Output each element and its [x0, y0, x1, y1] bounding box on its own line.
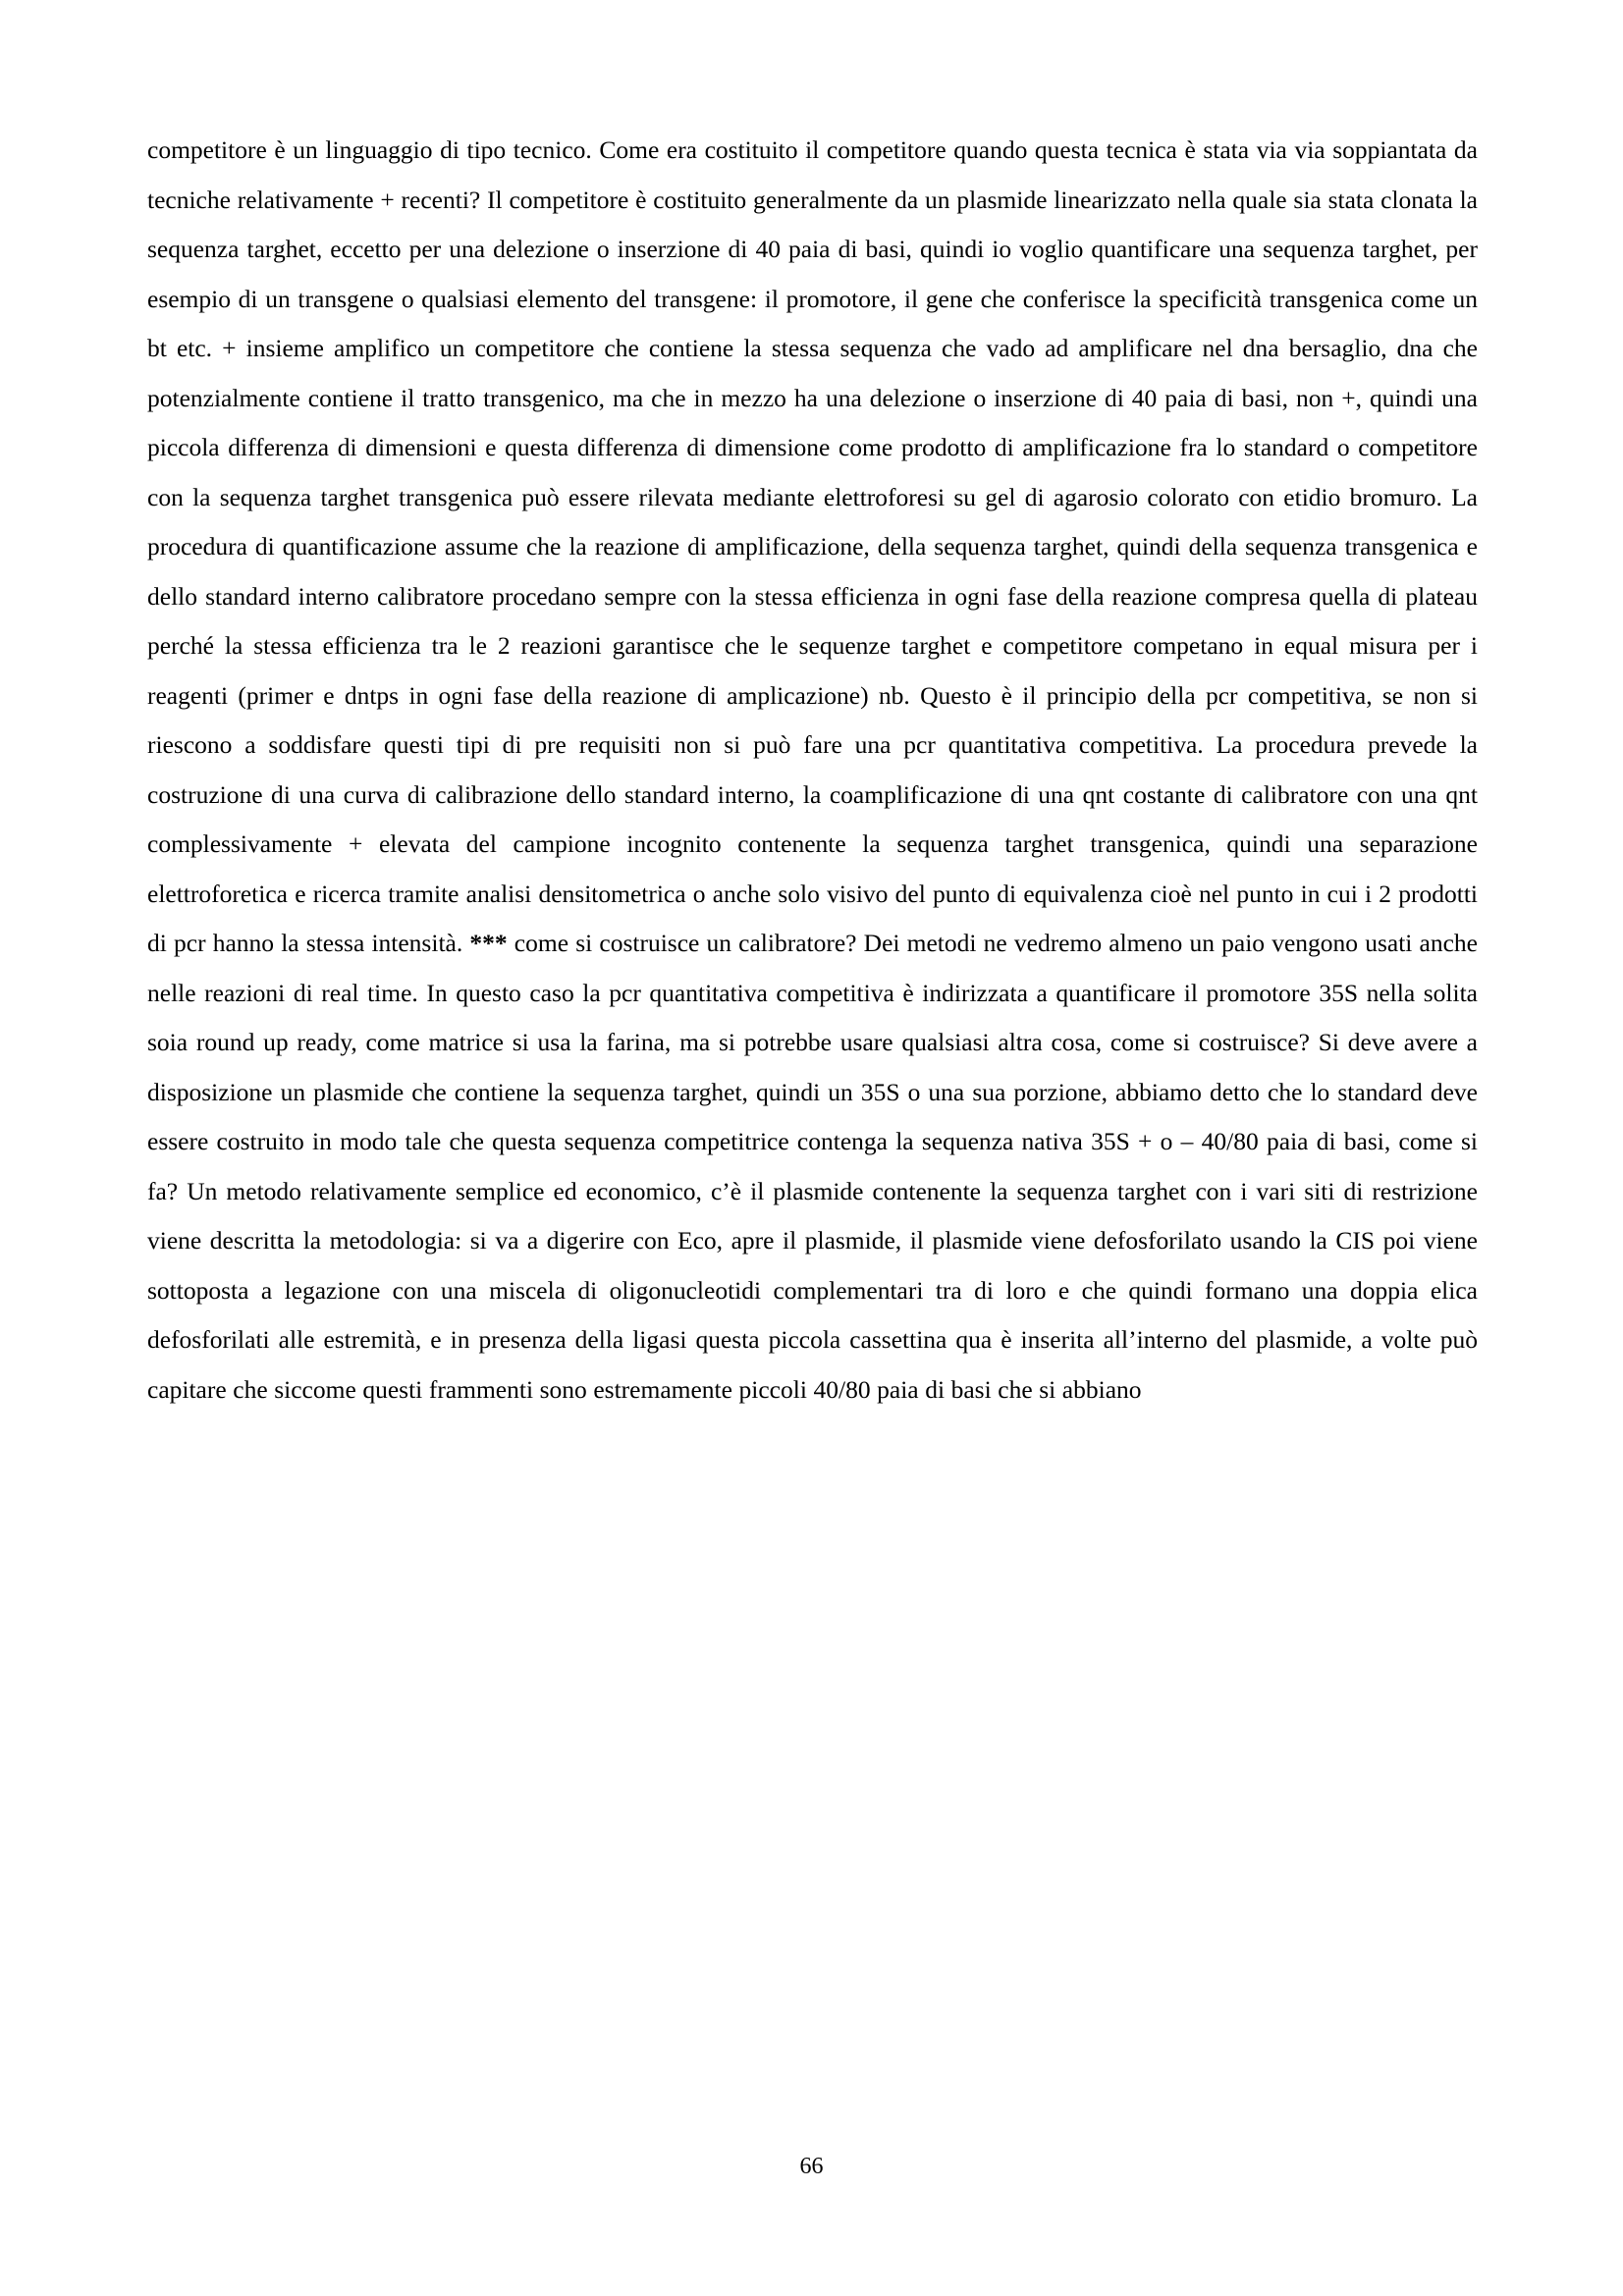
emphasis-marker: *** [469, 929, 508, 957]
body-text-block [147, 126, 1478, 1415]
paragraph-part-1: competitore è un linguaggio di tipo tecnico. Come era costituito il competitore quando questa tecnica è stata via via soppiantata da tecniche relativamente + recenti? Il competitore è costituito generalmente da un plasmide linearizzato nella quale sia stata clonata la sequenza targhet, eccetto per una delezione o inserzione di 40 paia di basi, quindi io voglio quantificare una sequenza targhet, per esempio di un transgene o qualsiasi elemento del transgene: il promotore, il gene che conferisce la specificità transgenica come un bt etc. + insieme amplifico un competitore che contiene la stessa sequenza che vado ad amplificare nel dna bersaglio, dna che potenzialmente contiene il tratto transgenico, ma che in mezzo ha una delezione o inserzione di 40 paia di basi, non +, quindi una piccola differenza di dimensioni e questa differenza di dimensione come prodotto di amplificazione fra lo standard o competitore con la sequenza targhet transgenica può essere rilevata mediante elettroforesi su gel di agarosio colorato con etidio bromuro. La procedura di quantificazione assume che la reazione di amplificazione, della sequenza targhet, quindi della sequenza transgenica e dello standard interno calibratore procedano sempre con la stessa efficienza in ogni fase della reazione compresa quella di plateau perché la stessa efficienza tra le 2 reazioni garantisce che le sequenze targhet e competitore competano in equal misura per i reagenti (primer e dntps in ogni fase della reazione di amplicazione) nb. Questo è il principio della pcr competitiva, se non si riescono a soddisfare questi tipi di pre requisiti non si può fare una pcr quantitativa competitiva. La procedura prevede la costruzione di una curva di calibrazione dello standard interno, la coamplificazione di una qnt costante di calibratore con una qnt complessivamente + elevata del campione incognito contenente la sequenza targhet transgenica, quindi una separazione elettroforetica e ricerca tramite analisi densitometrica o anche solo visivo del punto di equivalenza cioè nel punto in cui i 2 prodotti di pcr hanno la stessa intensità. [147, 135, 1478, 957]
paragraph [147, 126, 1478, 1415]
page-number: 66 [799, 2154, 824, 2179]
paragraph-part-2: come si costruisce un calibratore? Dei metodi ne vedremo almeno un paio vengono usati anche nelle reazioni di real time. In questo caso la pcr quantitativa competitiva è indirizzata a quantificare il promotore 35S nella solita soia round up ready, come matrice si usa la farina, ma si potrebbe usare qualsiasi altra cosa, come si costruisce? Si deve avere a disposizione un plasmide che contiene la sequenza targhet, quindi un 35S o una sua porzione, abbiamo detto che lo standard deve essere costruito in modo tale che questa sequenza competitrice contenga la sequenza nativa 35S + o – 40/80 paia di basi, come si fa? Un metodo relativamente semplice ed economico, c’è il plasmide contenente la sequenza targhet con i vari siti di restrizione viene descritta la metodologia: si va a digerire con Eco, apre il plasmide, il plasmide viene defosforilato usando la CIS poi viene sottoposta a legazione con una miscela di oligonucleotidi complementari tra di loro e che quindi formano una doppia elica defosforilati alle estremità, e in presenza della ligasi questa piccola cassettina qua è inserita all’interno del plasmide, a volte può capitare che siccome questi frammenti sono estremamente piccoli 40/80 paia di basi che si abbiano [147, 929, 1478, 1404]
